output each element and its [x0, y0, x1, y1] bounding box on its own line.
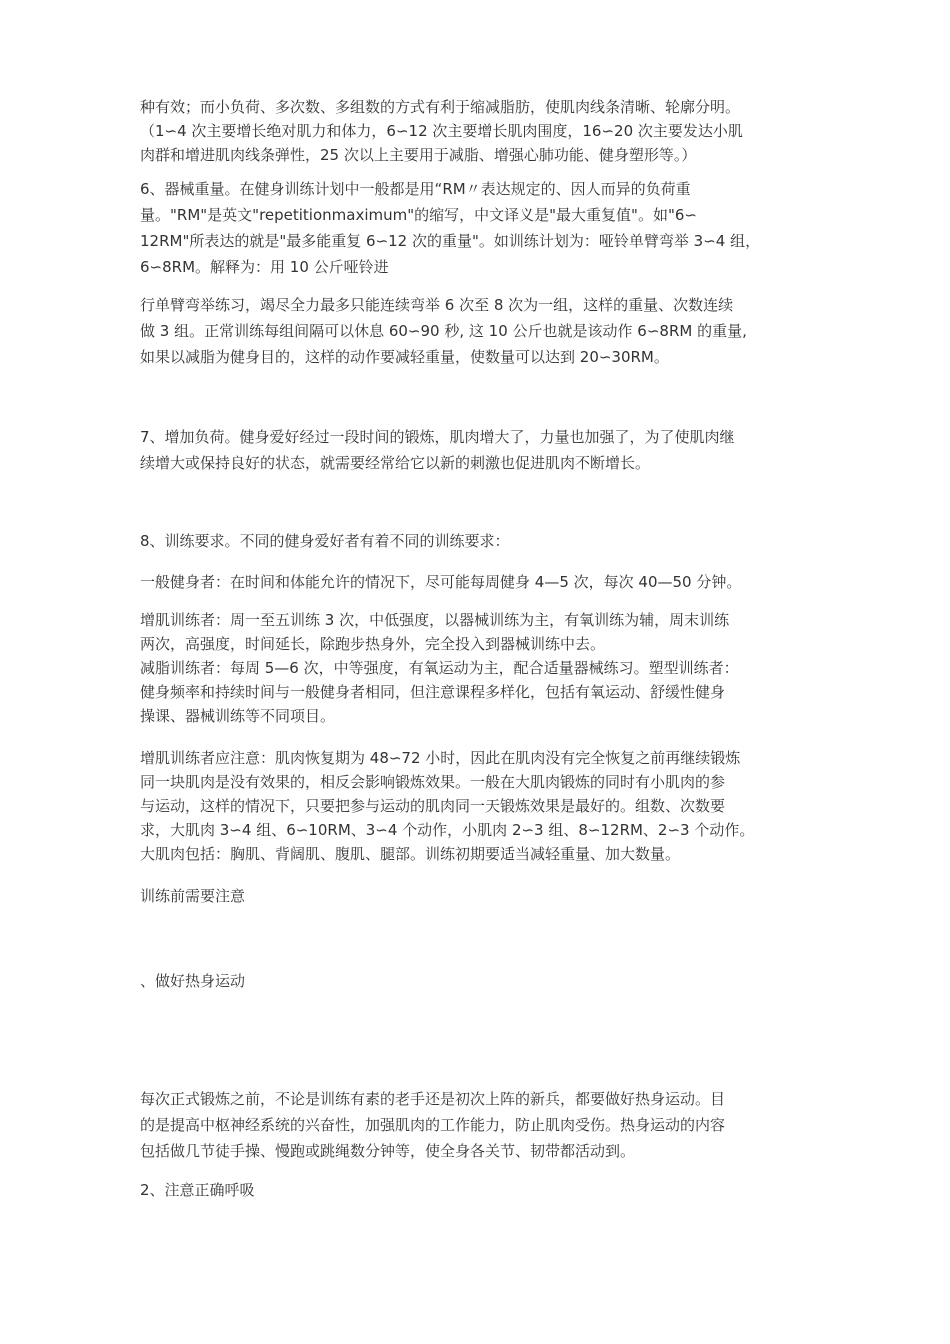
text-line: 的是提高中枢神经系统的兴奋性，加强肌肉的工作能力，防止肌肉受伤。热身运动的内容: [140, 1116, 726, 1134]
text-line: 包括做几节徒手操、慢跑或跳绳数分钟等，使全身各关节、韧带都活动到。: [140, 1142, 636, 1160]
paragraph-equipment-weight: [140, 176, 820, 280]
paragraph-training-requirements: [140, 528, 820, 554]
text-line: 续增大或保持良好的状态，就需要经常给它以新的刺激也促进肌肉不断增长。: [140, 454, 651, 472]
heading-correct-breathing: [140, 1177, 820, 1203]
paragraph-curl-example: [140, 292, 820, 370]
text-line: 与运动，这样的情况下，只要把参与运动的肌肉同一天锻炼效果是最好的。组数、次数要: [140, 797, 726, 815]
text-line: 肉群和增进肌肉线条弹性，25 次以上主要用于减脂、增强心肺功能、健身塑形等。）: [140, 146, 697, 164]
text-line: 增肌训练者：周一至五训练 3 次，中低强度，以器械训练为主，有氧训练为辅，周末训练: [140, 611, 730, 629]
paragraph-load-reps: [140, 95, 820, 167]
text-line: 一般健身者：在时间和体能允许的情况下，尽可能每周健身 4—5 次，每次 40—50 分钟。: [140, 573, 742, 591]
text-line: 同一块肌肉是没有效果的，相反会影响锻炼效果。一般在大肌肉锻炼的同时有小肌肉的参: [140, 773, 726, 791]
paragraph-general-trainee: [140, 569, 820, 595]
text-line: 两次，高强度，时间延长，除跑步热身外，完全投入到器械训练中去。: [140, 635, 606, 653]
text-line: 健身频率和持续时间与一般健身者相同，但注意课程多样化，包括有氧运动、舒缓性健身: [140, 683, 726, 701]
text-line: 求，大肌肉 3∽4 组、6∽10RM、3∽4 个动作，小肌肉 2∽3 组、8∽12RM、2∽3 个动作。: [140, 821, 755, 839]
text-line: 12RM"所表达的就是"最多能重复 6∽12 次的重量"。如训练计划为：哑铃单臂弯举 3∽4 组，: [140, 232, 761, 250]
text-line: 如果以减脂为健身目的，这样的动作要减轻重量，使数量可以达到 20∽30RM。: [140, 348, 669, 366]
text-line: 2、注意正确呼吸: [140, 1181, 255, 1199]
text-line: 做 3 组。正常训练每组间隔可以休息 60∽90 秒, 这 10 公斤也就是该动作 6∽8RM 的重量,: [140, 322, 747, 340]
text-line: 减脂训练者：每周 5—6 次，中等强度，有氧运动为主，配合适量器械练习。塑型训练者：: [140, 659, 739, 677]
text-line: 6∽8RM。解释为：用 10 公斤哑铃进: [140, 258, 389, 276]
heading-before-training: [140, 883, 820, 909]
text-line: 增肌训练者应注意：肌肉恢复期为 48∽72 小时，因此在肌肉没有完全恢复之前再继续锻炼: [140, 749, 741, 767]
text-line: （1∽4 次主要增长绝对肌力和体力，6∽12 次主要增长肌肉围度，16∽20 次主要发达小肌: [140, 122, 743, 140]
paragraph-recovery-notes: [140, 746, 820, 866]
heading-warm-up: [140, 968, 820, 994]
text-line: 8、训练要求。不同的健身爱好者有着不同的训练要求：: [140, 532, 510, 550]
text-line: 种有效；而小负荷、多次数、多组数的方式有利于缩减脂肪，使肌肉线条清晰、轮廓分明。: [140, 98, 741, 116]
text-line: 行单臂弯举练习，竭尽全力最多只能连续弯举 6 次至 8 次为一组，这样的重量、次数连续: [140, 296, 734, 314]
paragraph-warm-up: [140, 1086, 820, 1164]
paragraph-increase-load: [140, 424, 820, 476]
text-line: 、做好热身运动: [140, 972, 246, 990]
text-line: 每次正式锻炼之前，不论是训练有素的老手还是初次上阵的新兵，都要做好热身运动。目: [140, 1090, 726, 1108]
text-line: 训练前需要注意: [140, 887, 246, 905]
text-line: 量。"RM"是英文"repetitionmaximum"的缩写，中文译义是"最大重复值"。如"6∽: [140, 206, 697, 224]
paragraph-muscle-fatloss-trainee: [140, 608, 820, 728]
text-line: 大肌肉包括：胸肌、背阔肌、腹肌、腿部。训练初期要适当减轻重量、加大数量。: [140, 845, 681, 863]
text-line: 7、增加负荷。健身爱好经过一段时间的锻炼，肌肉增大了，力量也加强了，为了使肌肉继: [140, 428, 735, 446]
text-line: 操课、器械训练等不同项目。: [140, 707, 336, 725]
text-line: 6、器械重量。在健身训练计划中一般都是用“RM〃表达规定的、因人而异的负荷重: [140, 180, 691, 198]
